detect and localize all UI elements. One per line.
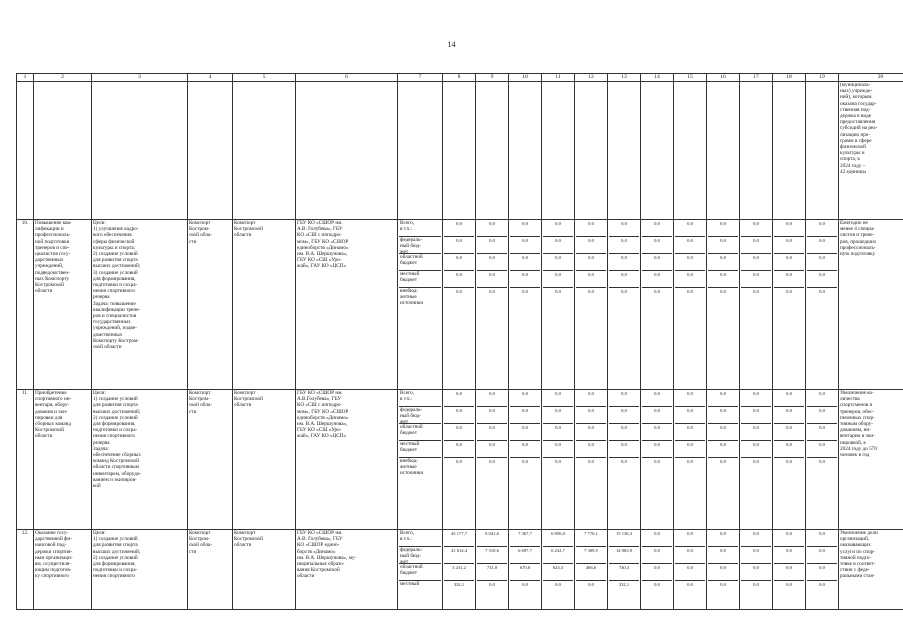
funding-value: 0,0 [609, 390, 639, 407]
funding-value: 0,0 [576, 407, 606, 424]
funding-value: 0,0 [708, 407, 738, 424]
funding-value: 0,0 [489, 459, 495, 464]
funding-value: 0,0 [741, 530, 771, 547]
funding-source-label: областной бюджет [400, 564, 423, 577]
responsible-executor: Комспорт Костром- ской обла- сти [189, 530, 212, 555]
funding-value: 0,0 [708, 390, 738, 407]
funding-value: 6 697,7 [510, 547, 540, 564]
funding-source-label: областной бюджет [400, 254, 423, 267]
expected-result: Ежегодно не менее 4 специа- листов и трене- ров, прошедших профессиональ- ную подготовку [840, 220, 877, 258]
funding-value: 0,0 [819, 289, 825, 294]
measure-name: Повышение ква- лификации и профессиональ- ной подготовки тренеров и спе- циалистов госу- дарственных учреждений, подведомствен- ных Комспорту Костромской области [35, 220, 72, 295]
funding-value: 6 856,0 [543, 530, 573, 547]
column-number-row [17, 74, 903, 82]
funding-value: 0,0 [708, 547, 738, 564]
funding-value: 0,0 [774, 271, 804, 288]
funding-value: 0,0 [522, 289, 528, 294]
funding-value: 0,0 [741, 237, 771, 254]
funding-value: 0,0 [675, 564, 705, 581]
funding-value: 0,0 [477, 407, 507, 424]
funding-value: 0,0 [510, 220, 540, 237]
funding-value: 0,0 [720, 289, 726, 294]
funding-value: 0,0 [774, 254, 804, 271]
co-executor: Комспорт Костромской области [234, 220, 263, 239]
row-number: 10. [21, 220, 29, 226]
funding-value: 0,0 [741, 424, 771, 441]
funding-value: 0,0 [576, 237, 606, 254]
column-number: 11 [542, 74, 575, 82]
column-number: 20 [839, 74, 903, 82]
funding-value: 0,0 [510, 424, 540, 441]
participants: ГБУ КО «СШОР им. А.В.Голубева», ГБУ КО «СШ с ипподро- мом», ГБУ КО «СШОР единоборств «Динамо» им. В.А. Шершунова», ГБУ КО «СШ «Уро- жай», ГАУ КО «ЦСП» [297, 390, 349, 440]
funding-value: 0,0 [807, 254, 837, 271]
funding-source [399, 530, 441, 547]
funding-value: 0,0 [774, 441, 804, 458]
funding-value: 0,0 [543, 424, 573, 441]
funding-value: 0,0 [708, 271, 738, 288]
co-executor: Комспорт Костромской области [234, 390, 263, 409]
funding-value: 0,0 [555, 459, 561, 464]
responsible-executor: Комспорт Костром- ской обла- сти [189, 220, 212, 245]
funding-value: 0,0 [774, 407, 804, 424]
funding-value: 0,0 [708, 254, 738, 271]
column-number: 13 [608, 74, 641, 82]
funding-source-label: внебюд- жетные источники [400, 458, 424, 477]
funding-value: 0,0 [477, 254, 507, 271]
funding-source-label: областной бюджет [400, 424, 423, 437]
funding-value: 14 063,9 [609, 547, 639, 564]
funding-value: 0,0 [555, 582, 561, 587]
funding-value: 0,0 [642, 390, 672, 407]
funding-value: 0,0 [543, 407, 573, 424]
funding-value: 623,3 [543, 564, 573, 581]
funding-value: 0,0 [609, 441, 639, 458]
funding-value: 0,0 [477, 237, 507, 254]
funding-value: 0,0 [642, 407, 672, 424]
funding-value: 0,0 [741, 271, 771, 288]
measure-name: Приобретение спортивного ин- вентаря, обору- дования и эки- пировки для сборных команд Костромской области [35, 390, 72, 440]
funding-value: 0,0 [807, 564, 837, 581]
funding-value: 0,0 [588, 289, 594, 294]
funding-value: 0,0 [708, 237, 738, 254]
funding-source-label: внебюд- жетные источники [400, 288, 424, 307]
funding-value: 0,0 [576, 424, 606, 441]
table-row [17, 390, 903, 530]
funding-value: 0,0 [444, 407, 474, 424]
funding-value: 0,0 [642, 530, 672, 547]
funding-value: 0,0 [708, 424, 738, 441]
funding-value: 0,0 [543, 220, 573, 237]
funding-source [399, 237, 441, 254]
funding-value: 0,0 [708, 530, 738, 547]
funding-value: 45 177,7 [444, 530, 474, 547]
funding-value: 0,0 [774, 237, 804, 254]
funding-value: 0,0 [609, 254, 639, 271]
funding-value: 466,6 [576, 564, 606, 581]
funding-value: 0,0 [807, 424, 837, 441]
funding-value: 0,0 [642, 220, 672, 237]
funding-value: 0,0 [687, 289, 693, 294]
funding-value: 0,0 [720, 459, 726, 464]
funding-value: 0,0 [477, 390, 507, 407]
co-executor: Комспорт Костромской области [234, 530, 263, 549]
column-number: 8 [443, 74, 476, 82]
funding-value: 0,0 [576, 390, 606, 407]
funding-value: 0,0 [642, 254, 672, 271]
funding-value: 0,0 [675, 424, 705, 441]
funding-value: 0,0 [774, 530, 804, 547]
funding-value: 0,0 [807, 441, 837, 458]
funding-value: 0,0 [774, 564, 804, 581]
funding-source-label: федераль- ный бюд- жет [400, 547, 423, 566]
funding-source-label: Всего, в т.ч.: [400, 220, 415, 233]
funding-value: 7 309,5 [576, 547, 606, 564]
continuation-result-text: (муниципаль- ных) учрежде- ний), которым оказана государ- ственная под- держка в виде предоставления субсидий на реа- лизацию про- грамм в сфере физической культуры и спорта, к 2024 году – 42 единицы [840, 82, 878, 175]
funding-value: 0,0 [510, 407, 540, 424]
funding-source [399, 220, 441, 237]
funding-value: 670,0 [510, 564, 540, 581]
funding-value: 0,0 [522, 582, 528, 587]
funding-value: 0,0 [642, 564, 672, 581]
funding-value: 0,0 [642, 424, 672, 441]
funding-value: 6 232,7 [543, 547, 573, 564]
funding-value: 0,0 [675, 220, 705, 237]
funding-value: 7 310,6 [477, 547, 507, 564]
funding-value: 0,0 [675, 237, 705, 254]
funding-value: 0,0 [510, 254, 540, 271]
funding-value: 0,0 [675, 530, 705, 547]
funding-value: 0,0 [786, 459, 792, 464]
funding-source [399, 458, 441, 475]
column-number: 5 [233, 74, 296, 82]
funding-source-label: местный бюджет [400, 271, 420, 284]
funding-value: 0,0 [576, 254, 606, 271]
funding-value: 7 367,7 [510, 530, 540, 547]
funding-value: 0,0 [774, 547, 804, 564]
funding-value: 0,0 [477, 441, 507, 458]
funding-value: 0,0 [753, 289, 759, 294]
funding-value: 332,1 [453, 582, 465, 587]
funding-value: 0,0 [654, 459, 660, 464]
funding-value: 0,0 [687, 582, 693, 587]
funding-source [399, 254, 441, 271]
column-number: 1 [17, 74, 34, 82]
column-number: 15 [674, 74, 707, 82]
goals-and-tasks: Цели: 1) создание условий для развития спорта высших достижений; 2) создание условий для формирования, подготовки и сохра- нения спортивного резерва Задача: обеспечение сборных команд Костромской области спортивным инвентарем, оборудо- ванием и экипиров- кой [93, 390, 142, 490]
funding-value: 0,0 [675, 254, 705, 271]
funding-value: 0,0 [555, 289, 561, 294]
funding-value: 0,0 [510, 390, 540, 407]
funding-value: 0,0 [510, 237, 540, 254]
row-number: 12. [21, 530, 29, 536]
column-number: 16 [707, 74, 740, 82]
funding-value: 0,0 [675, 547, 705, 564]
funding-value: 0,0 [741, 254, 771, 271]
funding-value: 0,0 [642, 271, 672, 288]
funding-source [399, 407, 441, 424]
funding-value: 0,0 [675, 390, 705, 407]
funding-value: 3 231,2 [444, 564, 474, 581]
funding-value: 0,0 [477, 271, 507, 288]
funding-source-label: местный [400, 581, 420, 587]
funding-source [399, 288, 441, 305]
funding-value: 0,0 [642, 237, 672, 254]
funding-value: 332,1 [618, 582, 630, 587]
funding-value: 0,0 [621, 459, 627, 464]
funding-value: 0,0 [807, 237, 837, 254]
column-number: 7 [398, 74, 443, 82]
funding-value: 0,0 [807, 407, 837, 424]
funding-value: 0,0 [741, 407, 771, 424]
funding-value: 0,0 [741, 564, 771, 581]
funding-value: 0,0 [807, 390, 837, 407]
column-number: 17 [740, 74, 773, 82]
funding-source-label: Всего, в т.ч.: [400, 390, 415, 403]
funding-source-label: Всего, в т.ч.: [400, 530, 415, 543]
funding-source [399, 424, 441, 441]
column-number: 6 [296, 74, 398, 82]
funding-value: 0,0 [675, 271, 705, 288]
funding-value: 0,0 [510, 271, 540, 288]
funding-value: 0,0 [444, 220, 474, 237]
funding-value: 0,0 [675, 407, 705, 424]
funding-value: 0,0 [753, 459, 759, 464]
funding-value: 0,0 [609, 271, 639, 288]
funding-value: 0,0 [543, 254, 573, 271]
goals-and-tasks: Цели: 1) улучшение кадро- вого обеспечения сферы физической культуры и спорта; 2) создание условий для развития спорта высших достижений; 3) создание условий для формирования, подготовки и сохра- нения спортивного резерва Задача: повышение квалификации трене- ров и специалистов государственных учреждений, подве- домственных Комспорту Костром- ской области [93, 220, 141, 351]
funding-value: 0,0 [510, 441, 540, 458]
funding-value: 0,0 [543, 271, 573, 288]
continuation-row [17, 82, 903, 220]
funding-value: 731,0 [477, 564, 507, 581]
measure-name: Оказание госу- дарственной фи- нансовой под- держки спортив- ным организаци- ям, осуществля- ющим подготов- ку спортивного [35, 530, 73, 580]
funding-source-label: федераль- ный бюд- жет [400, 407, 423, 426]
participants: ГБУ КО «СШОР им. А.В. Голубева», ГБУ КО «СШОР едино- борств «Динамо» им. В.А. Шершунова», му- ниципальные образо- вания Костромской области [297, 530, 357, 580]
funding-source [399, 441, 441, 458]
funding-value: 0,0 [807, 271, 837, 288]
funding-value: 0,0 [621, 289, 627, 294]
funding-value: 0,0 [774, 424, 804, 441]
funding-value: 0,0 [576, 441, 606, 458]
funding-value: 0,0 [444, 271, 474, 288]
funding-value: 0,0 [477, 424, 507, 441]
funding-value: 7 776,1 [576, 530, 606, 547]
funding-value: 0,0 [609, 407, 639, 424]
funding-value: 0,0 [774, 220, 804, 237]
funding-value: 0,0 [543, 390, 573, 407]
goals-and-tasks: Цели: 1) создание условий для развития спорта высших достижений; 2) создание условий для формирования, подготовки и сохра- нения спортивного [93, 530, 141, 580]
funding-value: 0,0 [576, 220, 606, 237]
column-number: 14 [641, 74, 674, 82]
funding-value: 0,0 [609, 237, 639, 254]
row-number: 11. [21, 390, 29, 396]
column-number: 2 [34, 74, 92, 82]
funding-value: 0,0 [576, 271, 606, 288]
funding-value: 0,0 [708, 441, 738, 458]
funding-value: 0,0 [819, 459, 825, 464]
funding-source [399, 547, 441, 564]
funding-value: 0,0 [675, 441, 705, 458]
column-number: 4 [188, 74, 233, 82]
funding-value: 0,0 [489, 289, 495, 294]
column-number: 19 [806, 74, 839, 82]
funding-value: 0,0 [786, 582, 792, 587]
funding-source [399, 581, 441, 598]
funding-source-label: федераль- ный бюд- жет [400, 237, 423, 256]
funding-value: 0,0 [642, 547, 672, 564]
funding-value: 0,0 [741, 441, 771, 458]
funding-value: 0,0 [807, 220, 837, 237]
column-number: 10 [509, 74, 542, 82]
column-number: 12 [575, 74, 608, 82]
funding-value: 0,0 [444, 424, 474, 441]
funding-value: 0,0 [522, 459, 528, 464]
funding-value: 0,0 [444, 441, 474, 458]
funding-value: 0,0 [609, 220, 639, 237]
funding-value: 15 136,3 [609, 530, 639, 547]
funding-value: 0,0 [444, 390, 474, 407]
funding-value: 0,0 [687, 459, 693, 464]
funding-value: 0,0 [609, 424, 639, 441]
funding-source-label: местный бюджет [400, 441, 420, 454]
funding-source [399, 271, 441, 288]
funding-value: 0,0 [642, 441, 672, 458]
responsible-executor: Комспорт Костром- ской обла- сти [189, 390, 212, 415]
expected-result: Увеличение ко- личества спортсменов и тренеров, обес- печенных спор- тивным обору- дованием, ин- вентарем и эки- пировкой, к 2024 году до 570 человек в год [840, 390, 877, 459]
column-number: 18 [773, 74, 806, 82]
funding-value: 0,0 [807, 530, 837, 547]
expected-result: Увеличение доли организаций, оказывающих услуги по спор- тивной подго- товке в соответ- ствии с феде- ральными стан- [840, 530, 878, 580]
funding-value: 0,0 [543, 441, 573, 458]
program-table [16, 73, 903, 610]
funding-value: 0,0 [819, 582, 825, 587]
funding-value: 0,0 [489, 582, 495, 587]
funding-source [399, 564, 441, 581]
funding-value: 8 041,6 [477, 530, 507, 547]
funding-value: 0,0 [741, 547, 771, 564]
funding-value: 0,0 [720, 582, 726, 587]
table-row [17, 530, 903, 610]
funding-value: 0,0 [654, 582, 660, 587]
funding-value: 0,0 [741, 390, 771, 407]
funding-value: 0,0 [708, 564, 738, 581]
column-number: 3 [92, 74, 188, 82]
funding-value: 0,0 [543, 237, 573, 254]
funding-value: 0,0 [807, 547, 837, 564]
participants: ГБУ КО «СШОР им. А.В. Голубева», ГБУ КО «СШ с ипподро- мом», ГБУ КО «СШОР единоборств «Динамо» им. В.А. Шершунова», ГБУ КО «СШ «Уро- жай», ГАУ КО «ЦСП» [297, 220, 349, 270]
funding-value: 0,0 [753, 582, 759, 587]
funding-source [399, 390, 441, 407]
funding-value: 0,0 [444, 254, 474, 271]
funding-value: 0,0 [477, 220, 507, 237]
funding-value: 41 614,4 [444, 547, 474, 564]
funding-value: 0,0 [456, 289, 462, 294]
funding-value: 0,0 [456, 459, 462, 464]
page-number: 14 [447, 40, 456, 49]
funding-value: 0,0 [654, 289, 660, 294]
funding-value: 0,0 [786, 289, 792, 294]
funding-value: 0,0 [444, 237, 474, 254]
funding-value: 0,0 [741, 220, 771, 237]
funding-value: 0,0 [774, 390, 804, 407]
table-row [17, 220, 903, 390]
funding-value: 0,0 [708, 220, 738, 237]
funding-value: 0,0 [588, 582, 594, 587]
funding-value: 0,0 [588, 459, 594, 464]
funding-value: 740,3 [609, 564, 639, 581]
column-number: 9 [476, 74, 509, 82]
